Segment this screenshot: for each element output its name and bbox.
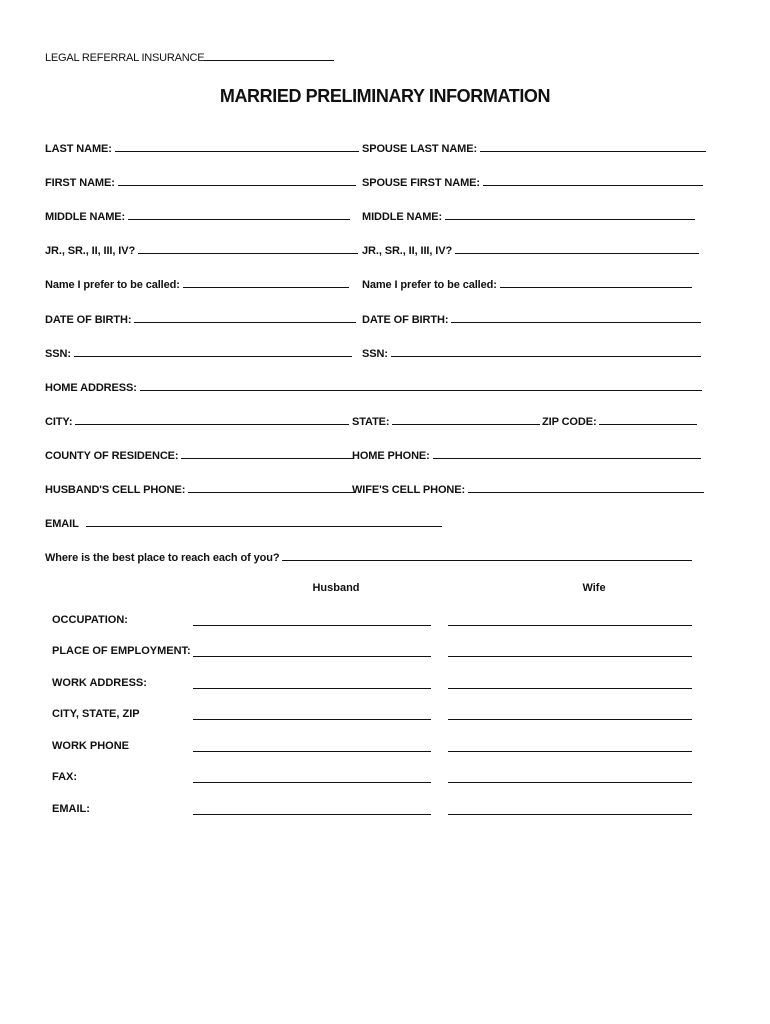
- occupation-label: OCCUPATION:: [52, 614, 128, 626]
- state-field[interactable]: [392, 413, 540, 425]
- husband-employment-field[interactable]: [193, 656, 431, 657]
- header-blank[interactable]: [204, 49, 334, 61]
- spouse-dob-label: DATE OF BIRTH:: [362, 314, 449, 326]
- page-title: MARRIED PRELIMINARY INFORMATION: [219, 86, 551, 106]
- spouse-first-name-label: SPOUSE FIRST NAME:: [362, 177, 480, 189]
- city-field[interactable]: [75, 413, 349, 425]
- email-field[interactable]: [86, 515, 442, 527]
- work-address-label: WORK ADDRESS:: [52, 677, 147, 689]
- spouse-first-name-row: [362, 174, 703, 190]
- spouse-middle-name-label: MIDDLE NAME:: [362, 211, 443, 223]
- wife-cell-row: [352, 481, 704, 497]
- dob-field[interactable]: [134, 311, 356, 323]
- spouse-middle-name-field[interactable]: [445, 208, 695, 220]
- home-address-row: [45, 379, 702, 395]
- husband-work-phone-field[interactable]: [193, 751, 431, 752]
- spouse-dob-row: [362, 311, 701, 327]
- husband-cell-row: [45, 481, 356, 497]
- spouse-ssn-row: [362, 345, 701, 361]
- home-address-label: HOME ADDRESS:: [45, 382, 137, 394]
- spouse-last-name-label: SPOUSE LAST NAME:: [362, 143, 478, 155]
- county-field[interactable]: [181, 447, 353, 459]
- last-name-row: [45, 140, 359, 156]
- email-row: [45, 515, 442, 531]
- fax-label: FAX:: [52, 771, 78, 783]
- ssn-field[interactable]: [74, 345, 352, 357]
- suffix-label: JR., SR., II, III, IV?: [45, 245, 136, 257]
- header-line: [45, 49, 334, 64]
- spouse-suffix-label: JR., SR., II, III, IV?: [362, 245, 453, 257]
- zip-row: [542, 413, 697, 429]
- spouse-middle-name-row: [362, 208, 695, 224]
- middle-name-field[interactable]: [128, 208, 350, 220]
- home-address-field[interactable]: [140, 379, 702, 391]
- dob-row: [45, 311, 356, 327]
- husband-work-address-field[interactable]: [193, 688, 431, 689]
- home-phone-row: [352, 447, 701, 463]
- home-phone-label: HOME PHONE:: [352, 450, 430, 462]
- last-name-field[interactable]: [115, 140, 359, 152]
- wife-cell-label: WIFE'S CELL PHONE:: [352, 484, 466, 496]
- city-row: [45, 413, 349, 429]
- wife-city-state-zip-field[interactable]: [448, 719, 692, 720]
- best-place-label: Where is the best place to reach each of you?: [45, 552, 280, 564]
- wife-occupation-field[interactable]: [448, 625, 692, 626]
- dob-label: DATE OF BIRTH:: [45, 314, 132, 326]
- work-email-label: EMAIL:: [52, 803, 90, 815]
- work-phone-label: WORK PHONE: [52, 740, 129, 752]
- preferred-name-label: Name I prefer to be called:: [45, 279, 180, 291]
- spouse-suffix-row: [362, 242, 699, 258]
- middle-name-label: MIDDLE NAME:: [45, 211, 126, 223]
- place-of-employment-label: PLACE OF EMPLOYMENT:: [52, 645, 191, 657]
- spouse-preferred-name-field[interactable]: [500, 276, 692, 288]
- ssn-label: SSN:: [45, 348, 71, 360]
- spouse-preferred-name-row: [362, 276, 692, 292]
- ssn-row: [45, 345, 352, 361]
- wife-email-field[interactable]: [448, 814, 692, 815]
- header-text: LEGAL REFERRAL INSURANCE: [45, 52, 205, 64]
- zip-field[interactable]: [599, 413, 697, 425]
- first-name-label: FIRST NAME:: [45, 177, 115, 189]
- wife-employment-field[interactable]: [448, 656, 692, 657]
- city-label: CITY:: [45, 416, 73, 428]
- best-place-field[interactable]: [282, 549, 692, 561]
- husband-cell-label: HUSBAND'S CELL PHONE:: [45, 484, 186, 496]
- spouse-preferred-name-label: Name I prefer to be called:: [362, 279, 497, 291]
- suffix-field[interactable]: [138, 242, 358, 254]
- home-phone-field[interactable]: [433, 447, 701, 459]
- county-row: [45, 447, 353, 463]
- city-state-zip-label: CITY, STATE, ZIP: [52, 708, 140, 720]
- spouse-ssn-label: SSN:: [362, 348, 388, 360]
- husband-city-state-zip-field[interactable]: [193, 719, 431, 720]
- wife-work-phone-field[interactable]: [448, 751, 692, 752]
- wife-work-address-field[interactable]: [448, 688, 692, 689]
- husband-email-field[interactable]: [193, 814, 431, 815]
- county-label: COUNTY OF RESIDENCE:: [45, 450, 179, 462]
- wife-cell-field[interactable]: [468, 481, 704, 493]
- middle-name-row: [45, 208, 350, 224]
- spouse-last-name-field[interactable]: [480, 140, 706, 152]
- email-label: EMAIL: [45, 518, 79, 530]
- husband-cell-field[interactable]: [188, 481, 356, 493]
- wife-fax-field[interactable]: [448, 782, 692, 783]
- state-label: STATE:: [352, 416, 390, 428]
- spouse-last-name-row: [362, 140, 706, 156]
- zip-label: ZIP CODE:: [542, 416, 597, 428]
- spouse-suffix-field[interactable]: [455, 242, 699, 254]
- wife-column-header: Wife: [582, 582, 606, 594]
- husband-fax-field[interactable]: [193, 782, 431, 783]
- spouse-dob-field[interactable]: [451, 311, 701, 323]
- state-row: [352, 413, 540, 429]
- best-place-row: [45, 549, 692, 565]
- spouse-first-name-field[interactable]: [483, 174, 703, 186]
- preferred-name-row: [45, 276, 349, 292]
- first-name-field[interactable]: [118, 174, 356, 186]
- last-name-label: LAST NAME:: [45, 143, 112, 155]
- husband-column-header: Husband: [312, 582, 360, 594]
- suffix-row: [45, 242, 358, 258]
- husband-occupation-field[interactable]: [193, 625, 431, 626]
- first-name-row: [45, 174, 356, 190]
- preferred-name-field[interactable]: [183, 276, 349, 288]
- spouse-ssn-field[interactable]: [391, 345, 701, 357]
